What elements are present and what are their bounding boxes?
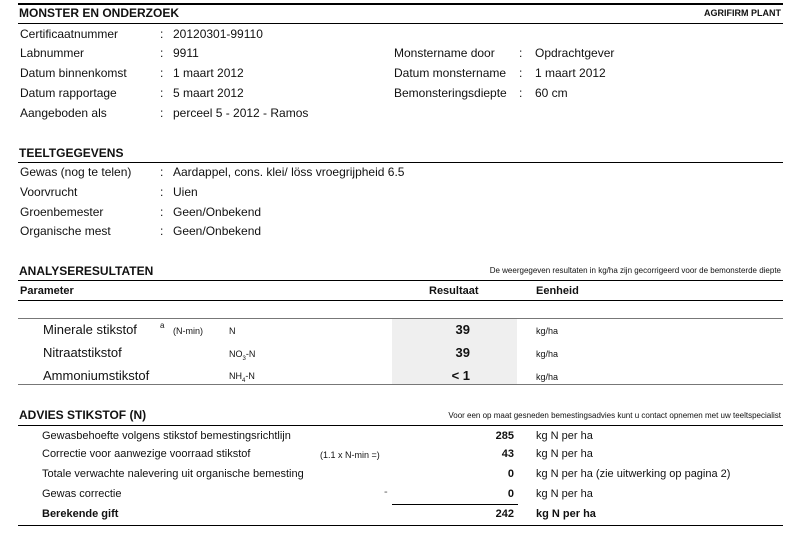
- labnummer-label: Labnummer: [20, 46, 85, 60]
- datum-rapportage-label: Datum rapportage: [20, 86, 117, 100]
- aangeboden-als-value: perceel 5 - 2012 - Ramos: [173, 106, 309, 120]
- advies-rule-bottom: [18, 525, 783, 526]
- result-nitraatstikstof: 39: [455, 345, 470, 360]
- result-ammoniumstikstof: < 1: [451, 368, 470, 383]
- advies-total-unit: kg N per ha: [536, 508, 596, 520]
- unit-nitraatstikstof: kg/ha: [536, 349, 559, 359]
- result-minerale-stikstof: 39: [455, 322, 470, 337]
- formula-nh4-n: [229, 371, 255, 384]
- datum-monstername-label: Datum monstername: [394, 66, 507, 80]
- datum-monstername-value: 1 maart 2012: [535, 66, 606, 80]
- colon: :: [160, 165, 164, 179]
- unit-minerale-stikstof: kg/ha: [536, 326, 559, 336]
- colon: :: [519, 86, 523, 100]
- organische-mest-label: Organische mest: [20, 224, 111, 238]
- formula-sub: 3: [242, 355, 246, 362]
- advies-value-nalevering: 0: [507, 468, 514, 480]
- colon: :: [160, 86, 164, 100]
- colon: :: [160, 66, 164, 80]
- colon: :: [160, 224, 164, 238]
- section-title-advies: ADVIES STIKSTOF (N): [19, 408, 147, 422]
- param-nmin-label: (N-min): [173, 326, 203, 336]
- section-title-analyse: ANALYSERESULTATEN: [19, 264, 154, 278]
- advies-value-gewas-correctie: 0: [507, 488, 514, 500]
- advies-value-gewasbehoefte: 285: [495, 430, 514, 442]
- colon: :: [160, 46, 164, 60]
- analyse-header-rule: [18, 300, 783, 301]
- colon: :: [519, 46, 523, 60]
- superscript-a: a: [160, 321, 165, 330]
- colon: :: [160, 27, 164, 41]
- datum-binnenkomst-value: 1 maart 2012: [173, 66, 244, 80]
- header-top-rule: [18, 3, 783, 5]
- certificaatnummer-label: Certificaatnummer: [20, 27, 119, 41]
- section-title-monster: MONSTER EN ONDERZOEK: [19, 6, 180, 20]
- col-header-resultaat: Resultaat: [429, 285, 479, 297]
- formula-sub: 4: [242, 377, 246, 384]
- formula-n: N: [229, 326, 236, 336]
- advies-minus-sign: -: [384, 486, 388, 498]
- advies-label-nalevering: Totale verwachte nalevering uit organische bemesting: [42, 468, 304, 480]
- param-minerale-stikstof: Minerale stikstof: [43, 322, 137, 337]
- advies-label-gewasbehoefte: Gewasbehoefte volgens stikstof bemestingsrichtlijn: [42, 430, 291, 442]
- aangeboden-als-label: Aangeboden als: [20, 106, 107, 120]
- formula-tail: -N: [245, 349, 256, 359]
- advies-rule-top: [18, 425, 783, 426]
- advies-total-value: 242: [495, 508, 514, 520]
- certificaatnummer-value: 20120301-99110: [173, 27, 263, 41]
- sum-line: [392, 504, 518, 505]
- formula-main: NO: [229, 349, 243, 359]
- monstername-door-label: Monstername door: [394, 46, 495, 60]
- analyse-bottom-rule: [18, 384, 783, 385]
- header-bottom-rule: [18, 23, 783, 24]
- datum-rapportage-value: 5 maart 2012: [173, 86, 244, 100]
- section-title-teelt: TEELTGEGEVENS: [19, 146, 124, 160]
- col-header-eenheid: Eenheid: [536, 285, 579, 297]
- groenbemester-value: Geen/Onbekend: [173, 205, 262, 219]
- colon: :: [519, 66, 523, 80]
- unit-ammoniumstikstof: kg/ha: [536, 372, 559, 382]
- advies-value-correctie: 43: [501, 448, 514, 460]
- bemonsteringsdiepte-value: 60 cm: [535, 86, 568, 100]
- groenbemester-label: Groenbemester: [20, 205, 104, 219]
- advies-unit-gewasbehoefte: kg N per ha: [536, 430, 593, 442]
- voorvrucht-label: Voorvrucht: [20, 185, 78, 199]
- teelt-rule: [18, 162, 783, 163]
- colon: :: [160, 205, 164, 219]
- advies-unit-gewas-correctie: kg N per ha: [536, 488, 593, 500]
- analyse-rule-top: [18, 280, 783, 281]
- col-header-parameter: Parameter: [20, 285, 74, 297]
- gewas-value: Aardappel, cons. klei/ löss vroegrijpheid 6.5: [173, 165, 405, 179]
- advies-note: Voor een op maat gesneden bemestingsadvies kunt u contact opnemen met uw teeltspecialist: [448, 411, 781, 420]
- analyse-note: De weergegeven resultaten in kg/ha zijn gecorrigeerd voor de bemonsterde diepte: [489, 266, 781, 275]
- analyse-row-rule: [18, 318, 783, 319]
- advies-total-label: Berekende gift: [42, 508, 119, 520]
- labnummer-value: 9911: [173, 46, 199, 60]
- formula-main: NH: [229, 371, 242, 381]
- advies-unit-correctie: kg N per ha: [536, 448, 593, 460]
- colon: :: [160, 106, 164, 120]
- advies-label-gewas-correctie: Gewas correctie: [42, 488, 122, 500]
- advies-extra-correctie: (1.1 x N-min =): [320, 450, 380, 460]
- datum-binnenkomst-label: Datum binnenkomst: [20, 66, 127, 80]
- formula-tail: -N: [245, 371, 255, 381]
- bemonsteringsdiepte-label: Bemonsteringsdiepte: [394, 86, 507, 100]
- organische-mest-value: Geen/Onbekend: [173, 224, 262, 238]
- brand-label: AGRIFIRM PLANT: [704, 8, 781, 18]
- voorvrucht-value: Uien: [173, 185, 198, 199]
- advies-unit-nalevering: kg N per ha (zie uitwerking op pagina 2): [536, 468, 731, 480]
- advies-label-correctie: Correctie voor aanwezige voorraad stikstof: [42, 448, 251, 460]
- param-ammoniumstikstof: Ammoniumstikstof: [43, 368, 150, 383]
- colon: :: [160, 185, 164, 199]
- formula-no3-n: [229, 349, 255, 362]
- monstername-door-value: Opdrachtgever: [535, 46, 615, 60]
- gewas-label: Gewas (nog te telen): [20, 165, 132, 179]
- param-nitraatstikstof: Nitraatstikstof: [43, 345, 122, 360]
